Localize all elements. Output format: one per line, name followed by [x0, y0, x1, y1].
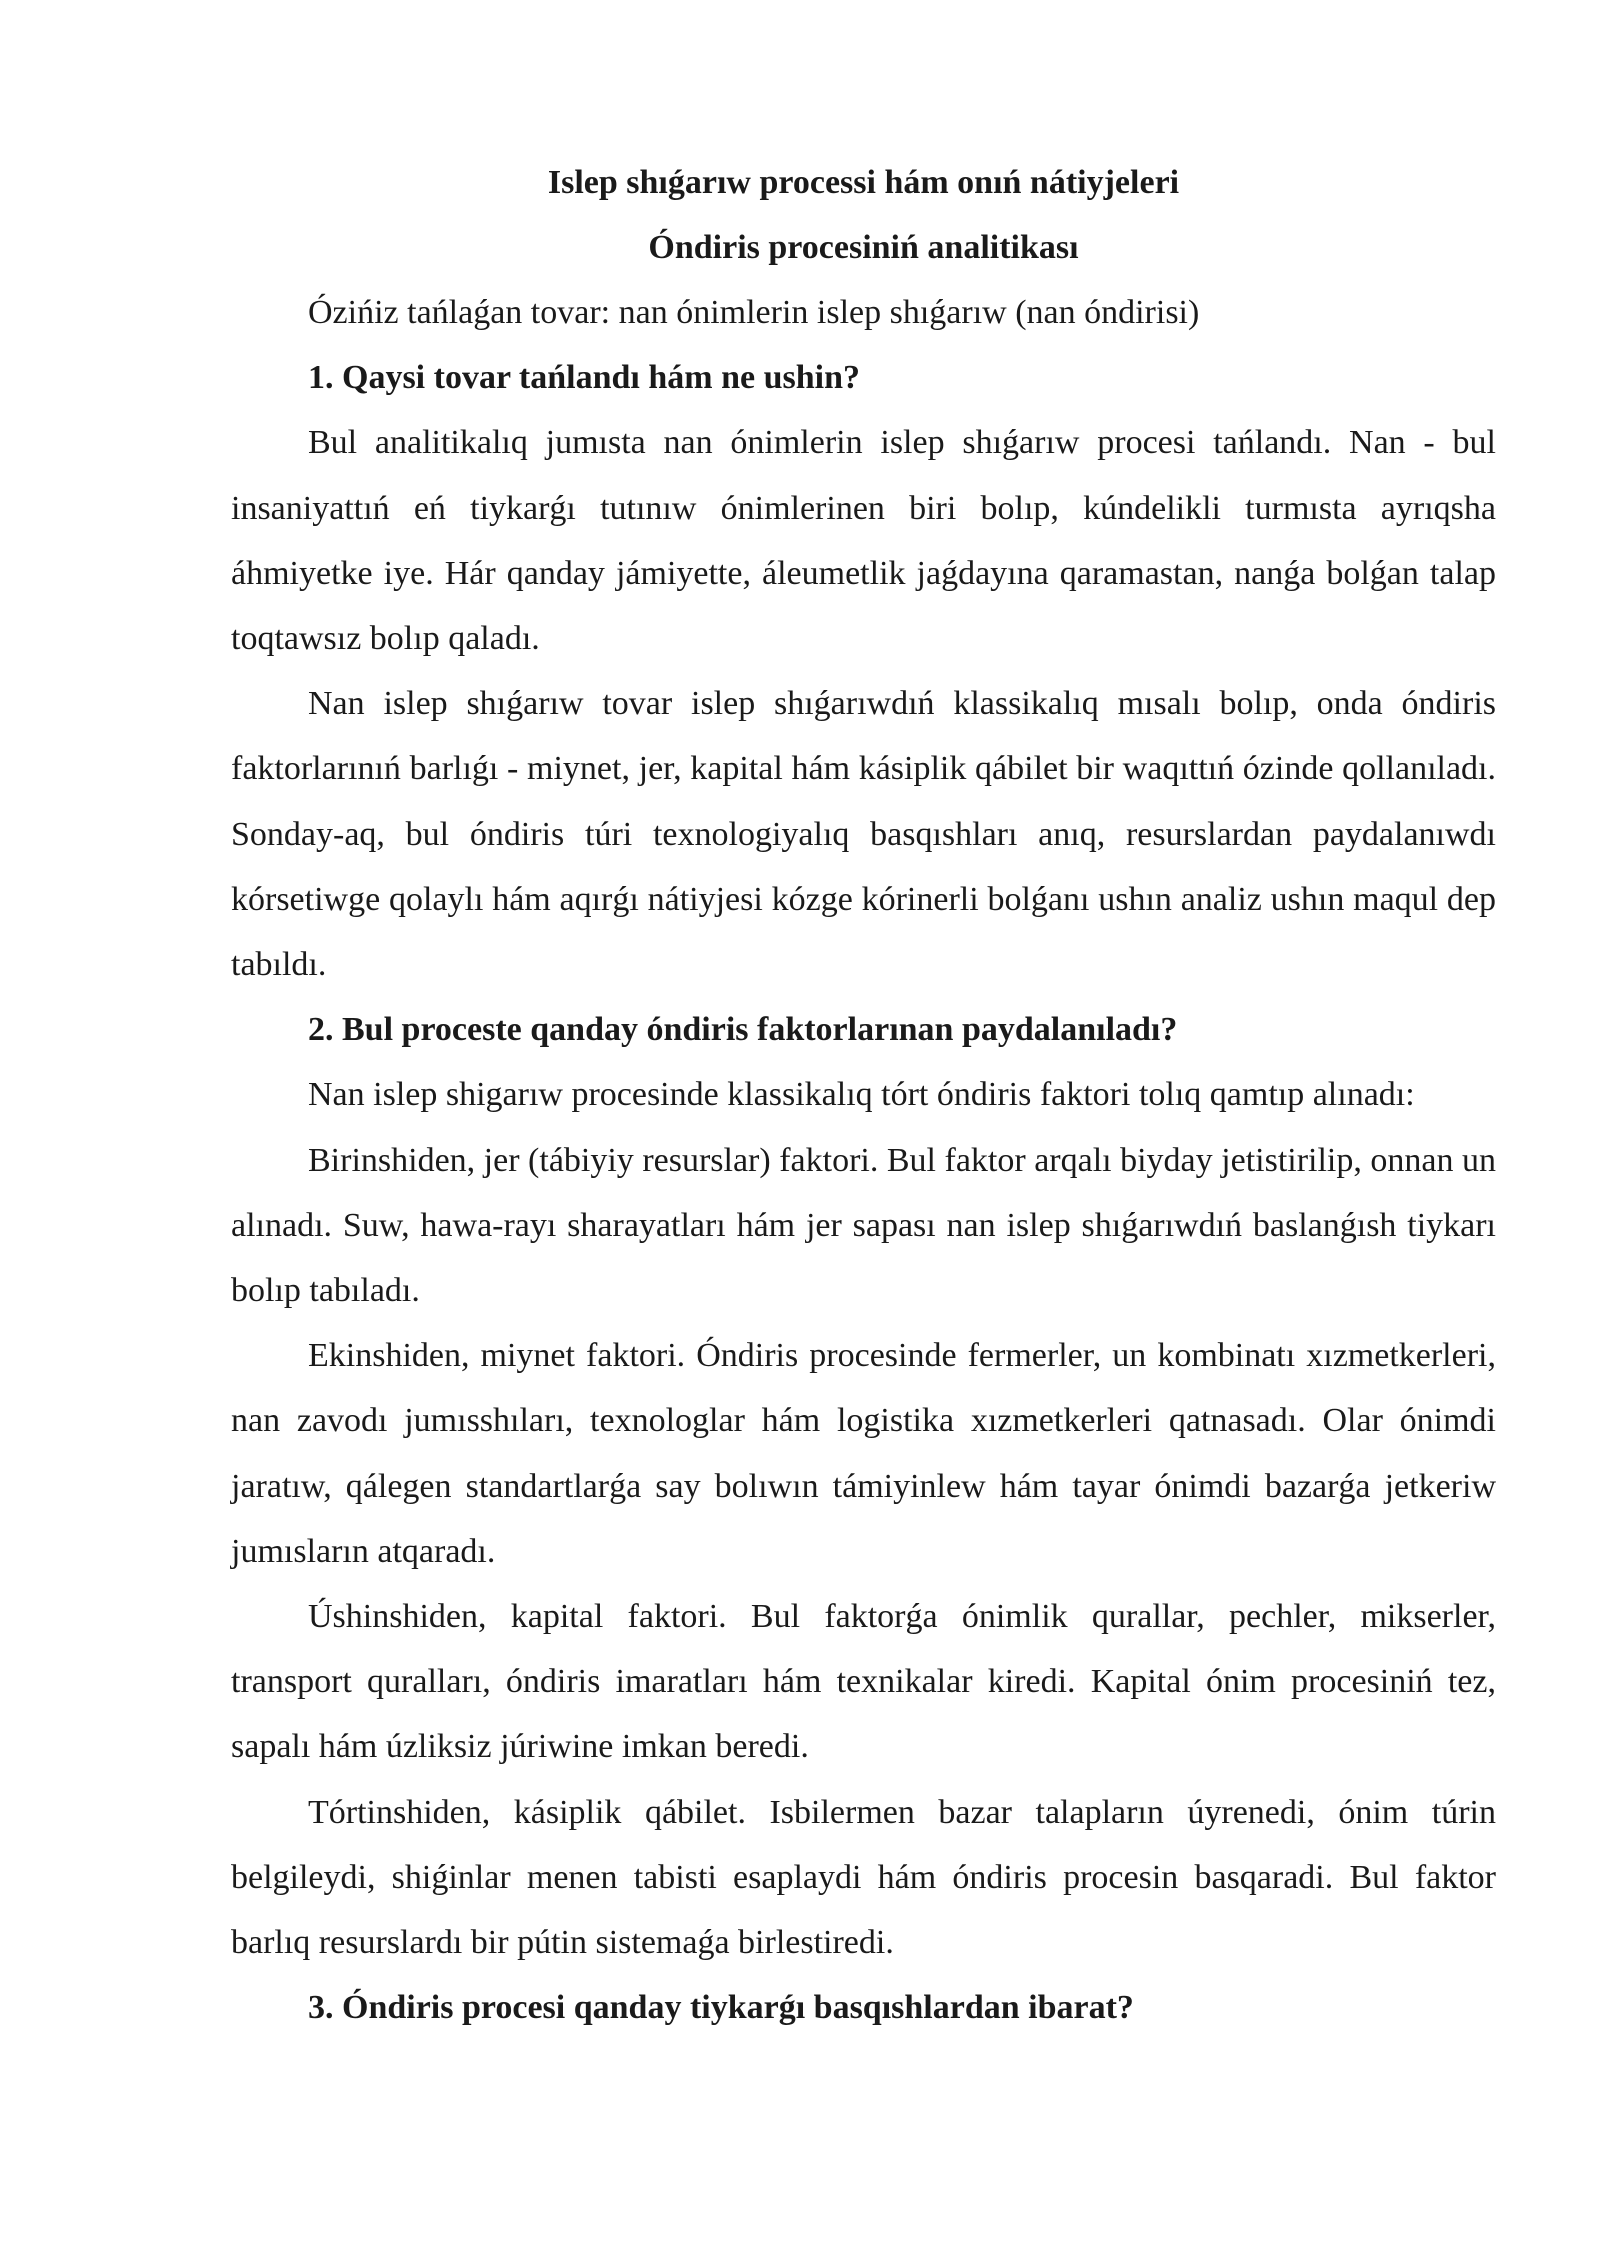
section-2-paragraph-3: Ekinshiden, miynet faktori. Óndiris procesinde fermerler, un kombinatı xızmetkerleri, nan zavodı jumısshıları, texnologlar hám logistika xızmetkerleri qatnasadı. Olar ónimdi jaratıw, qálegen standartlarǵa say bolıwın támiyinlew hám tayar ónimdi bazarǵa jetkeriw jumısların atqaradı. [231, 1337, 1496, 1570]
chosen-product-line: Ózińiz tańlaǵan tovar: nan ónimlerin islep shıǵarıw (nan óndirisi) [308, 294, 1200, 331]
section-question-2: 2. Bul proceste qanday óndiris faktorlarınan paydalanıladı? [308, 1011, 1178, 1049]
section-question-1: 1. Qaysi tovar tańlandı hám ne ushin? [308, 359, 861, 397]
section-1-paragraph-2: Nan islep shıǵarıw tovar islep shıǵarıwdıń klassikalıq mısalı bolıp, onda óndiris faktorlarınıń barlıǵı - miynet, jer, kapital hám kásiplik qábilet bir waqıttıń ózinde qollanıladı. Sonday-aq, bul óndiris túri texnologiyalıq basqıshları anıq, resurslardan paydalanıwdı kórsetiwge qolaylı hám aqırǵı nátiyjesi kózge kórinerli bolǵanı ushın analiz ushın maqul dep tabıldı. [231, 685, 1496, 984]
document-subtitle: Óndiris procesiniń analitikası [648, 229, 1079, 266]
section-2-paragraph-2: Birinshiden, jer (tábiyiy resurslar) faktori. Bul faktor arqalı biyday jetistirilip, onnan un alınadı. Suw, hawa-rayı sharayatları hám jer sapası nan islep shıǵarıwdıń baslanǵısh tiykarı bolıp tabıladı. [231, 1141, 1496, 1310]
section-2-paragraph-5: Tórtinshiden, kásiplik qábilet. Isbilermen bazar talapların úyrenedi, ónim túrin belgileydi, shiǵinlar menen tabisti esaplaydi hám óndiris procesin basqaradi. Bul faktor barlıq resurslardı bir pútin sistemaǵa birlestiredi. [231, 1793, 1496, 1962]
section-2-paragraph-4: Úshinshiden, kapital faktori. Bul faktorǵa ónimlik qurallar, pechler, mikserler, transport quralları, óndiris imaratları hám texnikalar kiredi. Kapital ónim procesiniń tez, sapalı hám úzliksiz júriwine imkan beredi. [231, 1598, 1496, 1766]
section-1-paragraph-1: Bul analitikalıq jumısta nan ónimlerin islep shıǵarıw procesi tańlandı. Nan - bul insaniyattıń eń tiykarǵı tutınıw ónimlerinen biri bolıp, kúndelikli turmısta ayrıqsha áhmiyetke iye. Hár qanday jámiyette, áleumetlik jaǵdayına qaramastan, nanǵa bolǵan talap toqtawsız bolıp qaladı. [231, 424, 1496, 658]
document-page [231, 150, 1496, 2040]
section-question-3: 3. Óndiris procesi qanday tiykarǵı basqıshlardan ibarat? [308, 1989, 1134, 2027]
document-title: Islep shıǵarıw processi hám onıń nátiyjeleri [547, 164, 1180, 201]
section-2-paragraph-1: Nan islep shigarıw procesinde klassikalıq tórt óndiris faktori tolıq qamtıp alınadı: [308, 1076, 1415, 1114]
